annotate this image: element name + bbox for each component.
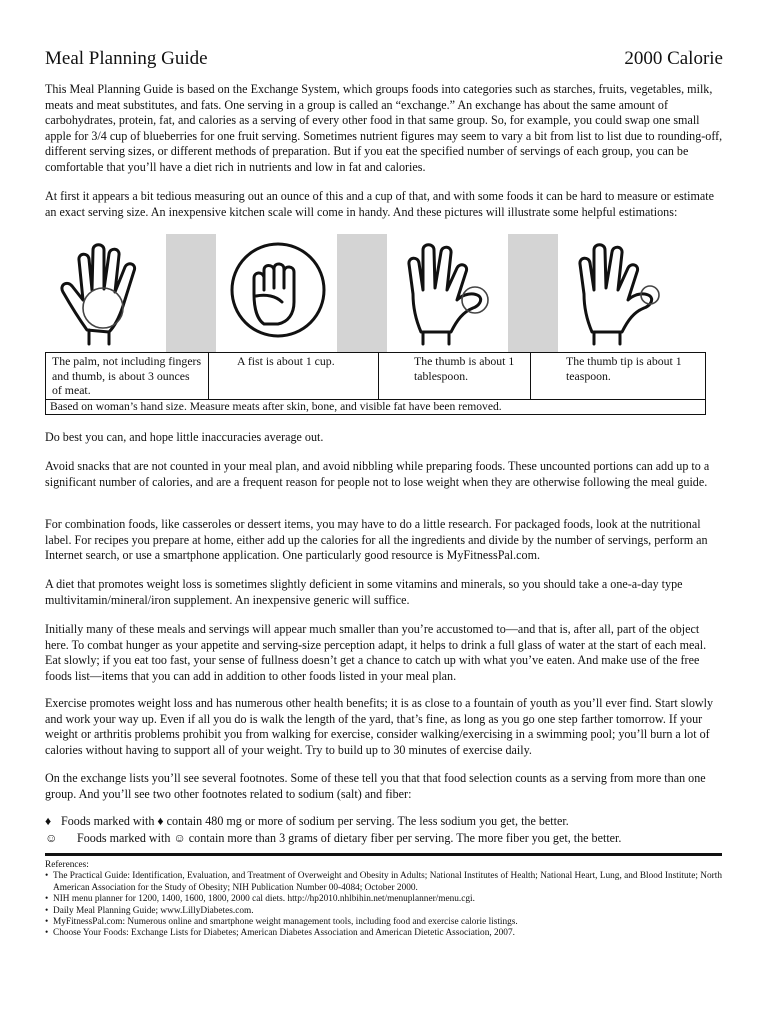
section-divider	[45, 853, 722, 856]
open-hand-palm-circle-icon	[49, 234, 169, 352]
hand-illustrations	[45, 234, 723, 352]
bullet-icon: •	[45, 905, 49, 916]
bullet-icon: •	[45, 894, 49, 905]
reference-item	[45, 917, 723, 928]
intro-paragraph: This Meal Planning Guide is based on the Exchange System, which groups foods into categories such as starches, fruits, vegetables, milk, meats and meat substitutes, and fats. One serving in a group is called an “exchange.” An exchange has about the same amount of carbohydrates, protein, fat, and calories as a serving of every other food in that same group. So, for example, you could swap one small apple for 3/4 cup of blueberries for one fruit serving. Sometimes nutrient figures may seem to vary a bit from list to list due to rounding-off, different serving sizes, or different methods of preparation. But if you eat the specified number of servings of each group, you can be comfortable that you’ll have a diet rich in nutrients and low in fat and calories.	[45, 82, 723, 174]
combination-foods-paragraph: For combination foods, like casseroles or dessert items, you may have to do a little research. For packaged foods, look at the nutritional label. For recipes you prepare at home, either add up the calories for all the ingredients and divide by the number of servings, perform an Internet search, or use a smartphone application. One particularly good resource is MyFitnessPal.com.	[45, 517, 708, 563]
calorie-label: 2000 Calorie	[624, 48, 723, 69]
page-header	[45, 48, 723, 72]
snacks-paragraph: Avoid snacks that are not counted in your meal plan, and avoid nibbling while preparing foods. These uncounted portions can add up to a significant number of calories, and are a frequent reason for people not to lose weight when they are otherwise following the meal guide.	[45, 459, 710, 489]
thumb-caption: The thumb is about 1 tablespoon.	[379, 353, 531, 400]
captions-row	[46, 353, 706, 400]
fiber-bullet-text: Foods marked with ☺ contain more than 3 grams of dietary fiber per serving. The more fiber you get, the better.	[77, 831, 622, 845]
gray-divider	[337, 234, 387, 352]
vitamins-paragraph: A diet that promotes weight loss is sometimes slightly deficient in some vitamins and minerals, so you should take a one-a-day type multivitamin/mineral/iron supplement. An inexpensive generic will suffice.	[45, 577, 683, 607]
bullet-icon: •	[45, 928, 49, 939]
gray-divider	[166, 234, 216, 352]
footnote-legend	[45, 813, 723, 847]
thumb-tip-caption: The thumb tip is about 1 teaspoon.	[531, 353, 706, 400]
references-heading: References:	[45, 860, 89, 870]
fist-icon	[220, 234, 340, 352]
open-hand-thumb-tip-circle-icon	[562, 234, 682, 352]
open-hand-thumb-circle-icon	[391, 234, 511, 352]
hand-captions-table	[45, 352, 706, 415]
reference-item	[45, 906, 723, 917]
reference-item	[45, 871, 723, 894]
references	[45, 860, 723, 940]
measuring-paragraph: At first it appears a bit tedious measuring out an ounce of this and a cup of that, and with some foods it can be hard to measure or estimate an exact serving size. An inexpensive kitchen scale will come in handy. And these pictures will illustrate some helpful estimations:	[45, 189, 715, 219]
exercise-paragraph: Exercise promotes weight loss and has numerous other health benefits; it is as close to a fountain of youth as you’ll ever find. Start slowly and work your way up. Even if all you do is walk the length of the yard, that’s fine, as long as you go one step farther tomorrow. If your weight or arthritis problems prohibit you from walking for exercise, consider walking/exercising in a swimming pool; you’ll burn a lot of calories without having to support all of your weight. Try to build up to 30 minutes of exercise daily.	[45, 696, 714, 757]
palm-caption: The palm, not including fingers and thumb, is about 3 ounces of meat.	[46, 353, 209, 400]
fist-caption: A fist is about 1 cup.	[209, 353, 379, 400]
gray-divider	[508, 234, 558, 352]
fiber-bullet	[45, 830, 723, 847]
do-best-paragraph: Do best you can, and hope little inaccuracies average out.	[45, 430, 324, 444]
reference-text: The Practical Guide: Identification, Evaluation, and Treatment of Overweight and Obesity in Adults; National Institutes of Health; National Heart, Lung, and Blood Institute; North American Association for the Study of Obesity; NIH Publication Number 00-4084; October 2000.	[53, 871, 722, 893]
reference-text: MyFitnessPal.com: Numerous online and smartphone weight management tools, including food and exercise calorie listings.	[53, 917, 518, 928]
sodium-bullet	[45, 813, 723, 830]
initially-paragraph: Initially many of these meals and servings will appear much smaller than you’re accustomed to—and that is, after all, part of the object here. To combat hunger as your appetite and serving-size perception adapt, it helps to drink a full glass of water at the start of each meal. Eat slowly; if you eat too fast, your sense of fullness doesn’t get a chance to catch up with what you’ve eaten. And make use of the free foods list—items that you can add in addition to other foods listed in your meal plan.	[45, 622, 707, 683]
reference-item	[45, 928, 723, 939]
sodium-bullet-text: Foods marked with ♦ contain 480 mg or more of sodium per serving. The less sodium you get, the better.	[61, 814, 569, 828]
reference-text: NIH menu planner for 1200, 1400, 1600, 1800, 2000 cal diets. http://hp2010.nhlbihin.net/menuplanner/menu.cgi.	[53, 894, 475, 905]
note-row	[46, 399, 706, 414]
reference-text: Daily Meal Planning Guide; www.LillyDiabetes.com.	[53, 905, 254, 916]
footnotes-paragraph: On the exchange lists you’ll see several footnotes. Some of these tell you that that food selection counts as a serving from more than one group. And you’ll see two other footnotes related to sodium (salt) and fiber:	[45, 771, 706, 801]
smiley-icon: ☺	[45, 831, 58, 845]
page-title: Meal Planning Guide	[45, 48, 208, 69]
hand-size-note: Based on woman’s hand size. Measure meats after skin, bone, and visible fat have been removed.	[46, 399, 706, 414]
diamond-icon: ♦	[45, 814, 52, 828]
reference-item	[45, 894, 723, 905]
bullet-icon: •	[45, 871, 49, 882]
bullet-icon: •	[45, 917, 49, 928]
reference-text: Choose Your Foods: Exchange Lists for Diabetes; American Diabetes Association and American Dietetic Association, 2007.	[53, 928, 515, 939]
